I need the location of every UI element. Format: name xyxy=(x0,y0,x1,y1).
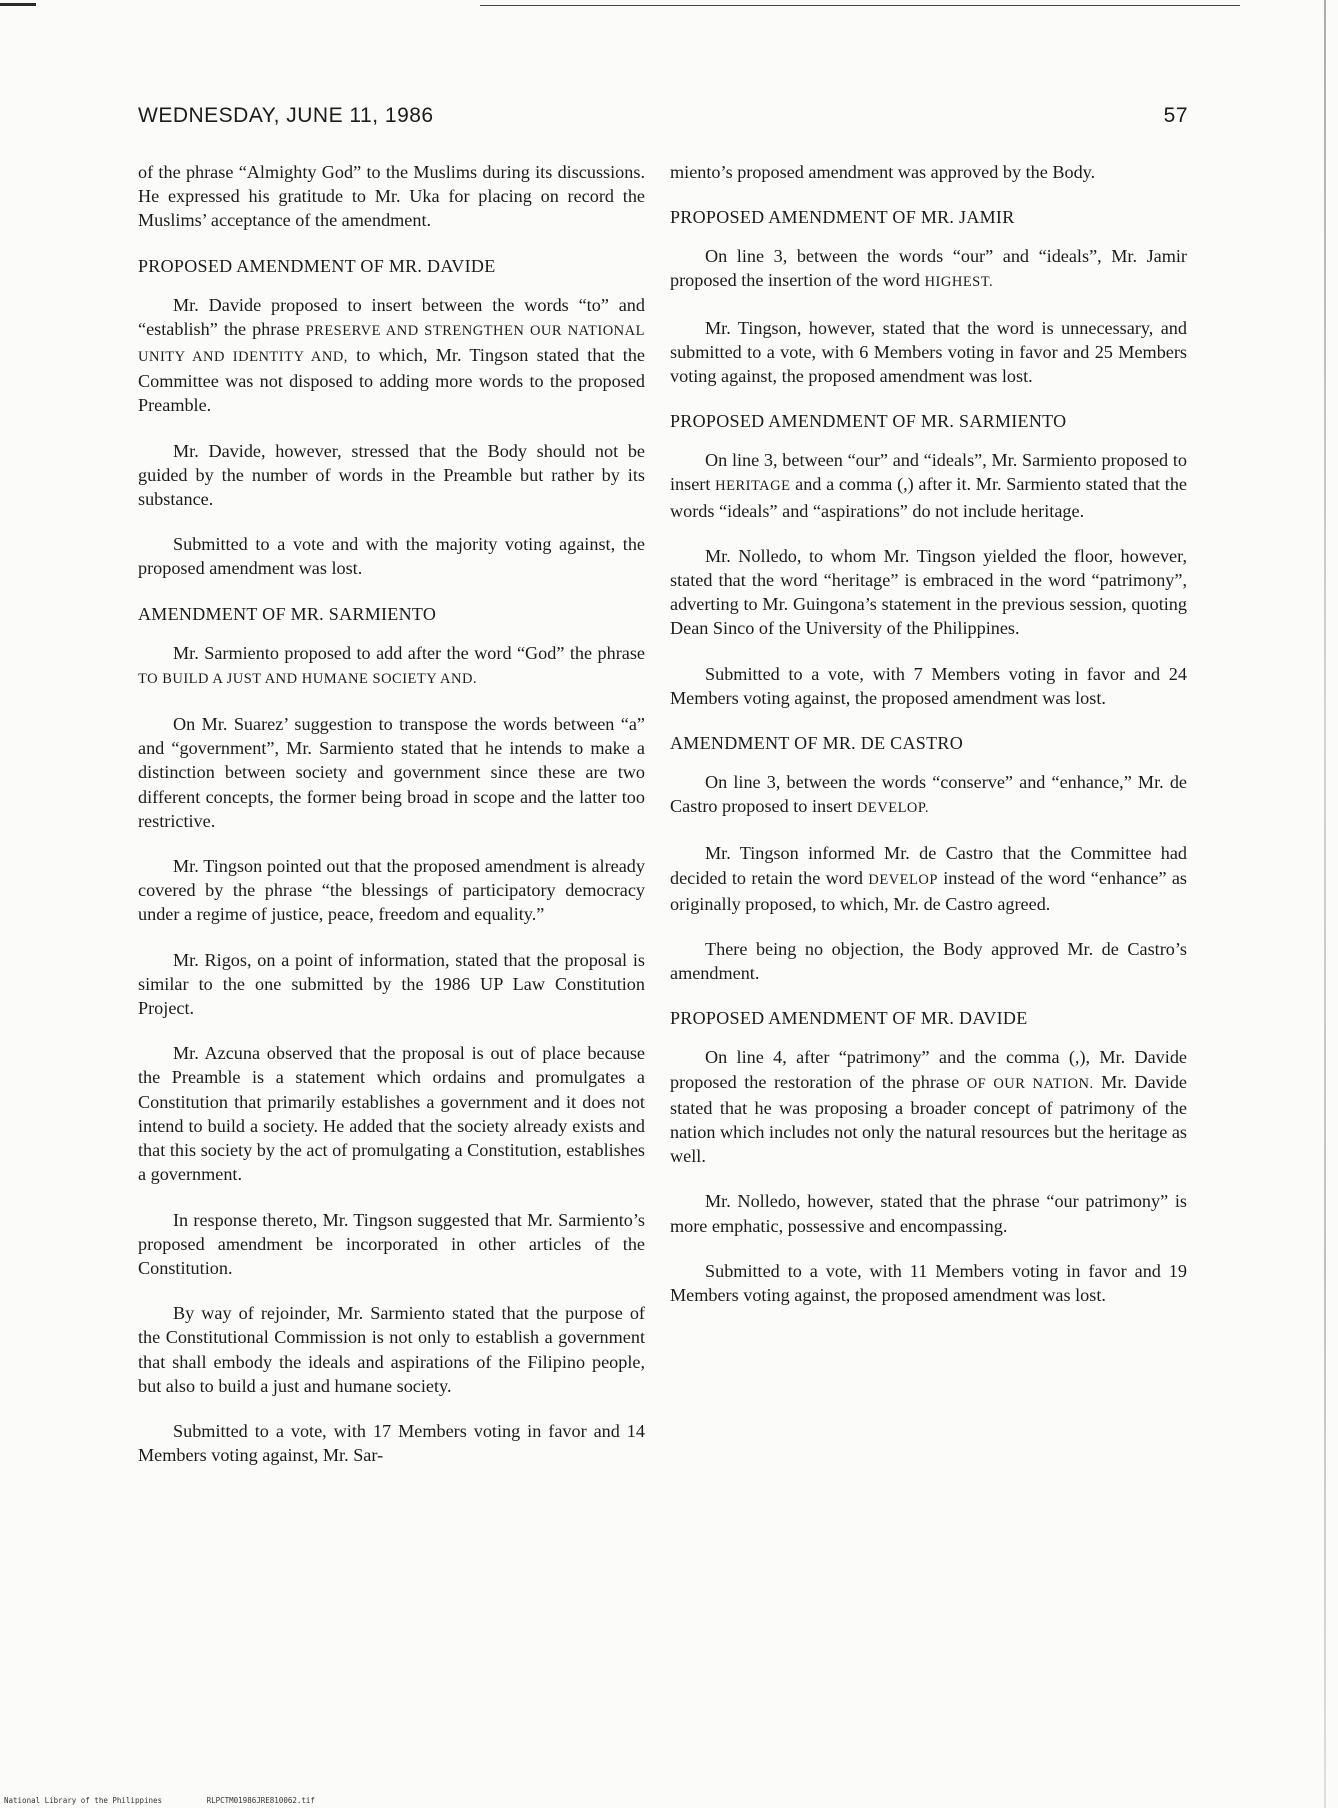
paragraph: Mr. Rigos, on a point of information, stated that the proposal is similar to the one submitted by the 1986 UP Law Constitution Project. xyxy=(138,949,645,1019)
page-number: 57 xyxy=(1163,104,1188,127)
paragraph: Submitted to a vote, with 7 Members voting in favor and 24 Members voting against, the proposed amendment was lost. xyxy=(670,663,1187,708)
scan-footer xyxy=(4,1796,355,1805)
page-header xyxy=(138,104,1188,138)
file-name: RLPCTM01986JRE810062.tif xyxy=(206,1796,315,1805)
paragraph-continued: of the phrase “Almighty God” to the Muslims during its discussions. He expressed his gratitude to Mr. Uka for placing on record the Muslims’ acceptance of the amendment. xyxy=(138,162,645,231)
text-run: On line 4, after “patrimony” and the comma (,), Mr. Davide proposed the restoration of the phrase xyxy=(670,1047,1187,1092)
paragraph: In response thereto, Mr. Tingson suggested that Mr. Sarmiento’s proposed amendment be incorporated in other articles of the Constitution. xyxy=(138,1209,645,1278)
section-heading: AMENDMENT OF MR. DE CASTRO xyxy=(670,733,963,754)
paragraph: Mr. Nolledo, however, stated that the phrase “our patrimony” is more emphatic, possessive and encompassing. xyxy=(670,1191,1187,1236)
text-run: On line 3, between the words “conserve” and “enhance,” Mr. de Castro proposed to insert xyxy=(670,772,1187,817)
paragraph: There being no objection, the Body approved Mr. de Castro’s amendment. xyxy=(670,939,1187,984)
small-caps-phrase: OF OUR NATION. xyxy=(966,1075,1094,1092)
small-caps-phrase: TO BUILD A JUST AND HUMANE SOCIETY AND. xyxy=(138,670,478,687)
text-run: and a comma (,) after it. Mr. Sarmiento stated that the words “ideals” and “aspirations” do not include heritage. xyxy=(670,474,1187,521)
paragraph: Mr. Tingson pointed out that the proposed amendment is already covered by the phrase “the blessings of participatory democracy under a regime of justice, peace, freedom and equality.” xyxy=(138,856,645,925)
text-run: Mr. Tingson informed Mr. de Castro that the Committee had decided to retain the word xyxy=(670,843,1187,888)
paragraph: Mr. Davide, however, stressed that the Body should not be guided by the number of words in the Preamble but rather by its substance. xyxy=(138,440,645,510)
text-run: On line 3, between the words “our” and “ideals”, Mr. Jamir proposed the insertion of the word xyxy=(670,246,1187,291)
paragraph: Submitted to a vote and with the majority voting against, the proposed amendment was lost. xyxy=(138,534,645,579)
paragraph: Submitted to a vote, with 11 Members voting in favor and 19 Members voting against, the proposed amendment was lost. xyxy=(670,1260,1187,1306)
text-run: Mr. Davide proposed to insert between the words “to” and “establish” the phrase xyxy=(138,294,645,339)
section-heading: PROPOSED AMENDMENT OF MR. SARMIENTO xyxy=(670,411,1067,432)
small-caps-phrase: HIGHEST. xyxy=(924,274,994,291)
paragraph xyxy=(670,1045,1187,1168)
text-run: Mr. Davide stated that he was proposing a broader concept of patrimony of the nation which includes not only the natural resources but the heritage as well. xyxy=(670,1071,1187,1167)
paragraph-continued: miento’s proposed amendment was approved by the Body. xyxy=(670,162,1096,182)
scan-edge-line xyxy=(480,5,1240,6)
running-head: WEDNESDAY, JUNE 11, 1986 xyxy=(138,104,434,127)
paragraph: Submitted to a vote, with 17 Members voting in favor and 14 Members voting against, Mr. Sar- xyxy=(138,1420,645,1466)
section-heading: PROPOSED AMENDMENT OF MR. JAMIR xyxy=(670,207,1015,228)
small-caps-phrase: DEVELOP. xyxy=(856,800,929,817)
small-caps-phrase: HERITAGE xyxy=(715,478,791,495)
paragraph xyxy=(138,641,645,691)
left-column xyxy=(138,160,645,1488)
paragraph xyxy=(670,448,1187,523)
paragraph xyxy=(670,244,1187,294)
text-run: On line 3, between “our” and “ideals”, Mr. Sarmiento proposed to insert xyxy=(670,450,1187,495)
text-run: instead of the word “enhance” as originally proposed, to which, Mr. de Castro agreed. xyxy=(670,867,1187,914)
paragraph: Mr. Tingson, however, stated that the word is unnecessary, and submitted to a vote, with 6 Members voting in favor and 25 Members voting against, the proposed amendment was lost. xyxy=(670,317,1187,387)
paragraph: By way of rejoinder, Mr. Sarmiento stated that the purpose of the Constitutional Commission is not only to establish a government that shall embody the ideals and aspirations of the Filipino people, but also to build a just and humane society. xyxy=(138,1303,645,1396)
small-caps-phrase: PRESERVE AND STRENGTHEN OUR NATIONAL UNITY AND IDENTITY AND, xyxy=(138,322,645,366)
paragraph xyxy=(670,770,1187,820)
paragraph xyxy=(138,293,645,418)
paragraph xyxy=(670,841,1187,916)
paragraph: On Mr. Suarez’ suggestion to transpose the words between “a” and “government”, Mr. Sarmiento stated that he intends to make a distinction between society and government since these are two different concepts, the former being broad in scope and the latter too restrictive. xyxy=(138,714,645,831)
section-heading: AMENDMENT OF MR. SARMIENTO xyxy=(138,603,437,624)
library-credit: National Library of the Philippines xyxy=(4,1796,163,1805)
small-caps-phrase: DEVELOP xyxy=(868,871,938,888)
text-run: to which, Mr. Tingson stated that the Committee was not disposed to adding more words to the proposed Preamble. xyxy=(138,345,645,416)
scan-mark xyxy=(0,3,36,6)
scan-right-edge xyxy=(1324,0,1326,1808)
paragraph: Mr. Nolledo, to whom Mr. Tingson yielded the floor, however, stated that the word “heritage” is embraced in the word “patrimony”, adverting to Mr. Guingona’s statement in the previous session, quoting Dean Sinco of the University of the Philippines. xyxy=(670,545,1187,639)
section-heading: PROPOSED AMENDMENT OF MR. DAVIDE xyxy=(670,1008,1028,1029)
section-heading: PROPOSED AMENDMENT OF MR. DAVIDE xyxy=(138,255,496,276)
right-column xyxy=(670,160,1187,1328)
text-run: Mr. Sarmiento proposed to add after the word “God” the phrase xyxy=(173,642,645,663)
paragraph: Mr. Azcuna observed that the proposal is out of place because the Preamble is a statement which ordains and promulgates a Constitution that primarily establishes a government and it does not intend to build a society. He added that the society already exists and that this society by the act of promulgating a Constitution, establishes a government. xyxy=(138,1043,645,1185)
